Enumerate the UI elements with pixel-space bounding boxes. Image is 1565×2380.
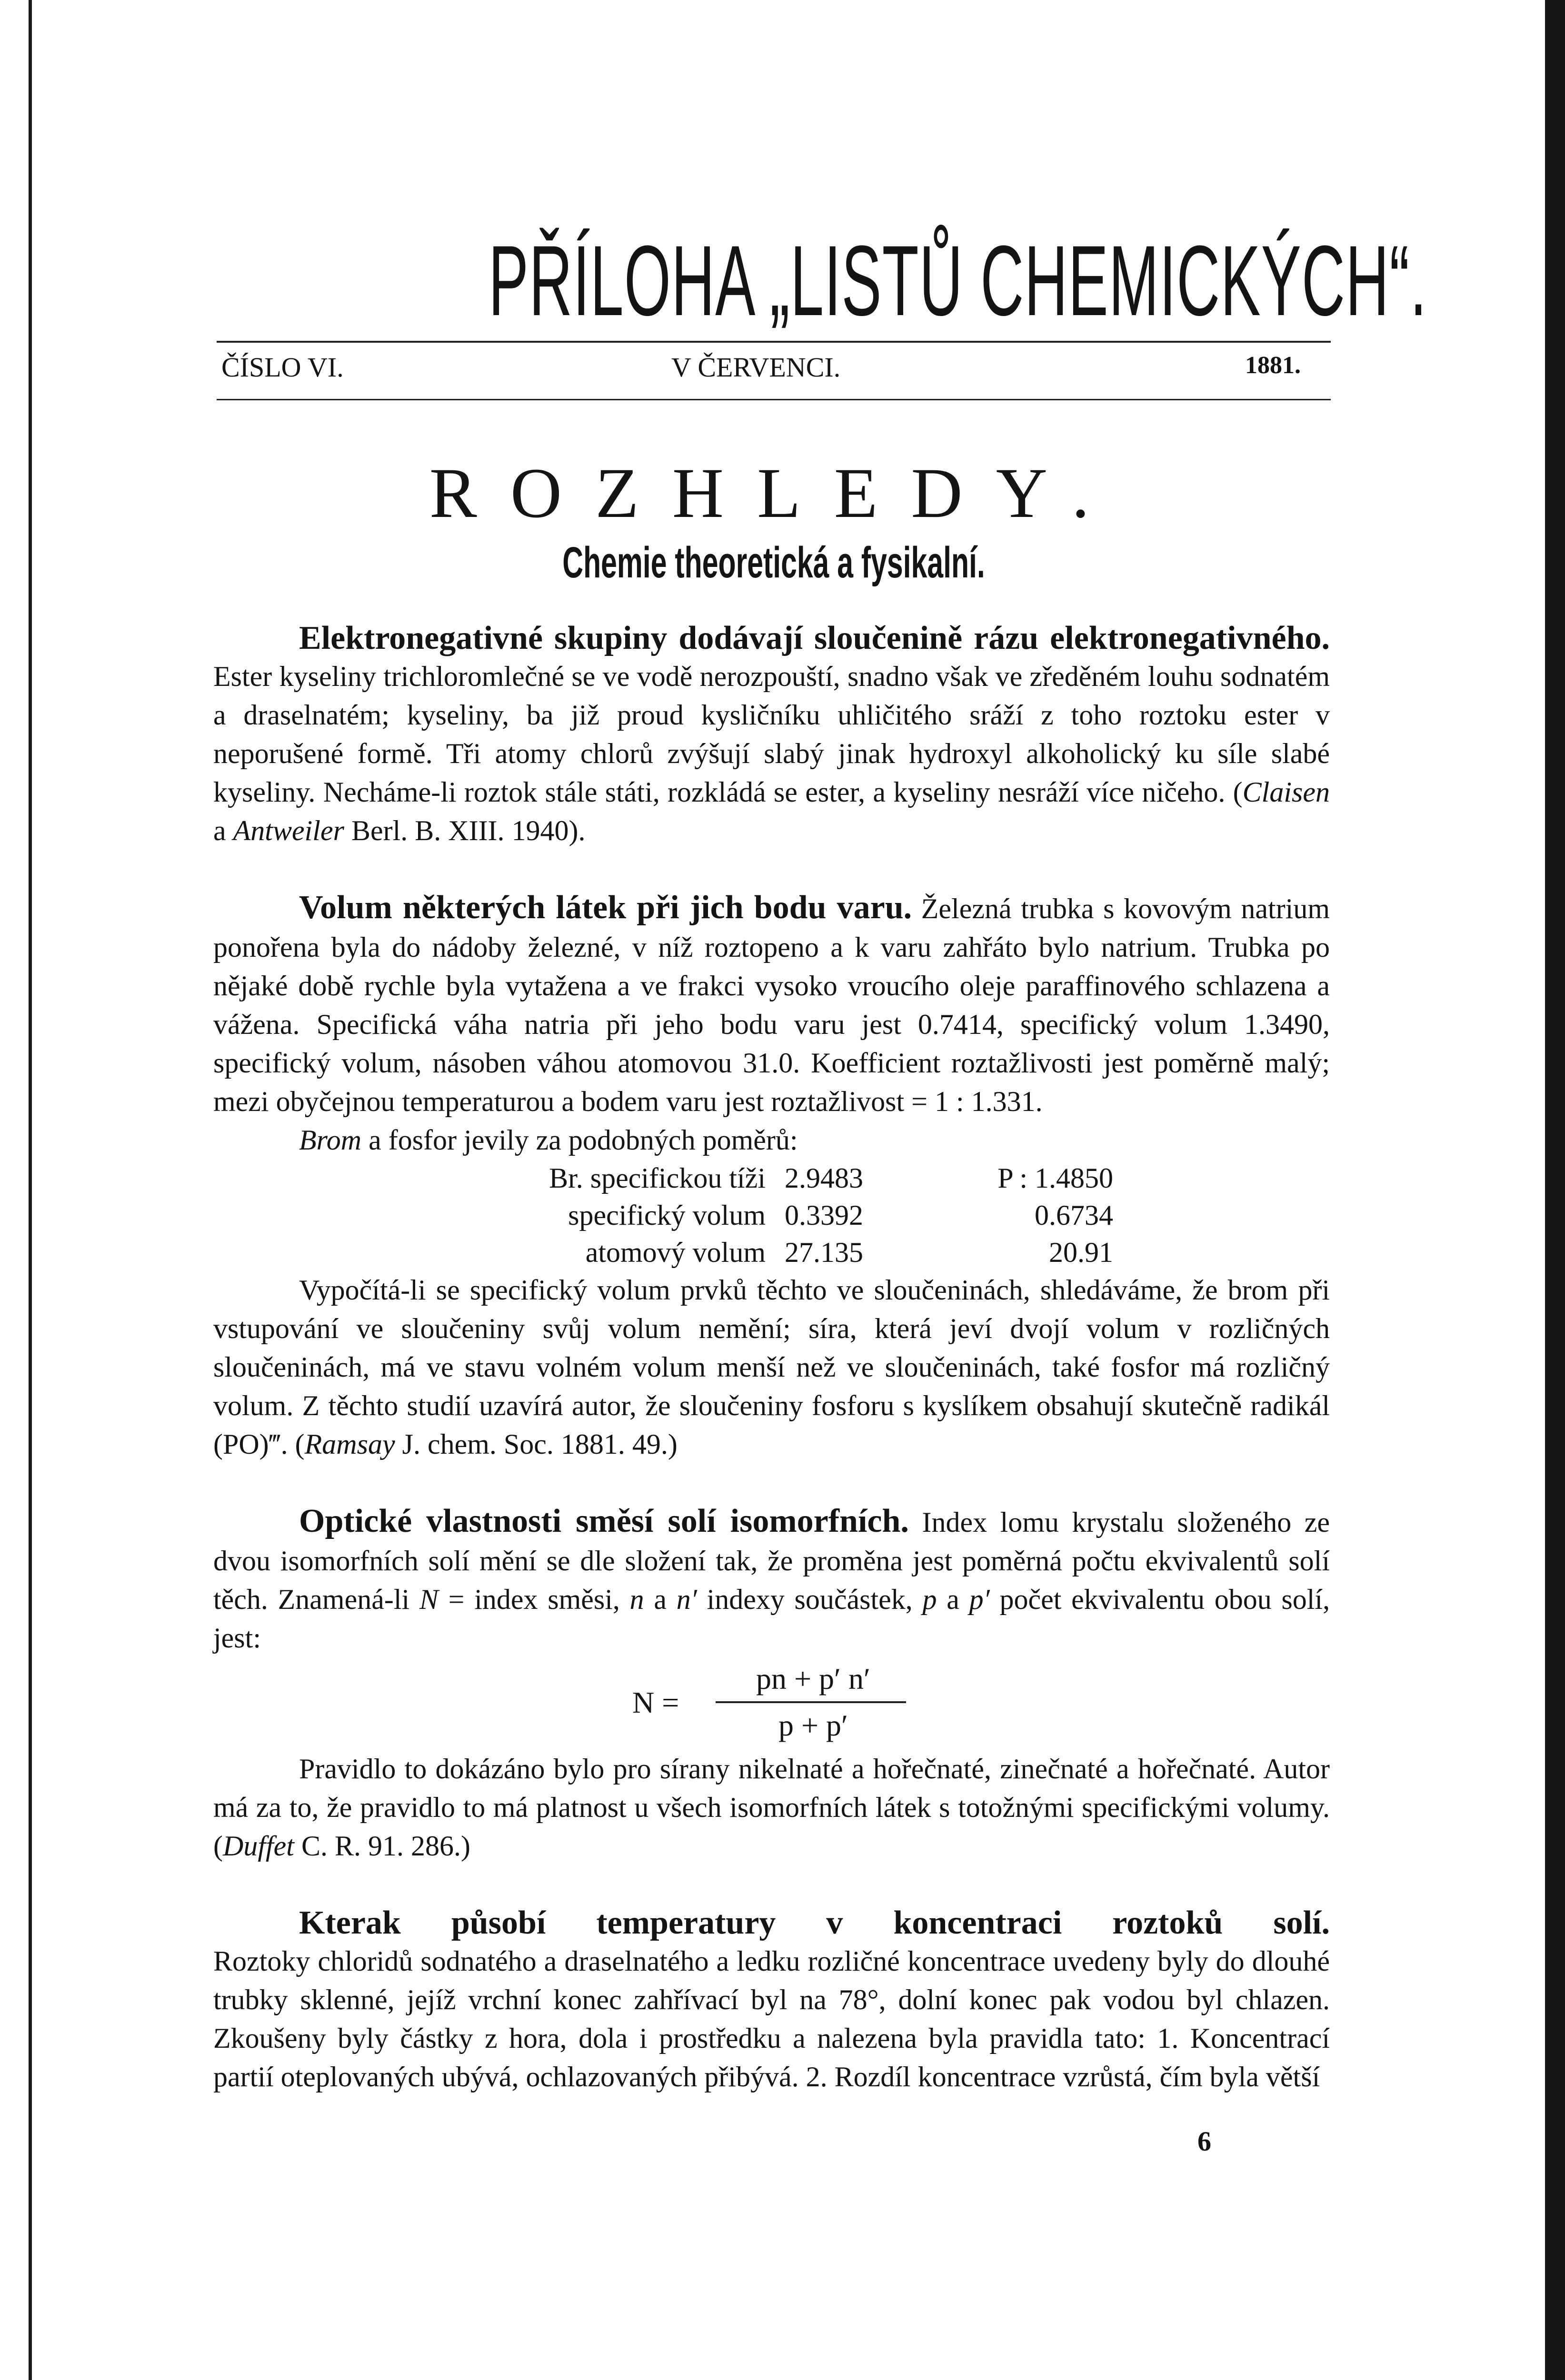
- paragraph-text: a fosfor jevily za podobných poměrů:: [369, 1124, 798, 1156]
- paragraph-text: Pravidlo to dokázáno bylo pro sírany nikelnaté a hořečnaté, zinečnaté a hořečnaté. Autor má za to, že pravidlo to má platnost u všech isomorfních látek s totožnými specifickými volumy.: [213, 1753, 1330, 1823]
- formula-numerator: pn + p′ n′: [756, 1662, 871, 1696]
- table-cell: 0.6734: [1035, 1200, 1113, 1231]
- formula-denominator: p + p′: [778, 1708, 848, 1742]
- table-row: [432, 1160, 1113, 1197]
- table-cell: 27.135: [785, 1237, 863, 1268]
- table-cell: 2.9483: [785, 1162, 863, 1194]
- citation: Berl. B. XIII. 1940).: [351, 815, 586, 846]
- masthead: PŘÍLOHA „LISTŮ CHEMICKÝCH“.: [488, 225, 1427, 337]
- issue-month: V ČERVENCI.: [671, 352, 841, 383]
- paragraph-text: Ester kyseliny trichloromlečné se ve vodě nerozpouští, snadno však ve zředěném louhu sodnatém a draselnatém; kyseliny, ba již proud kysličníku uhličitého sráží z toho roztoku ester v neporušené formě. Tři atomy chlorů zvýšují slabý jinak hydroxyl alkoholický ku síle slabé kyseliny. Necháme-li roztok stále státi, rozkládá se ester, a kyseliny nesráží více ničeho.: [213, 661, 1330, 808]
- section-optical: [213, 1502, 1330, 1865]
- variable: p: [922, 1584, 937, 1615]
- formula-lhs: N =: [632, 1686, 679, 1719]
- page-title: ROZHLEDY.: [429, 454, 1123, 533]
- table-cell: 0.3392: [785, 1200, 863, 1231]
- fraction-bar: [716, 1701, 906, 1703]
- variable: n: [629, 1584, 644, 1615]
- section-subtitle: Chemie theoretická a fysikalní.: [562, 538, 985, 587]
- table-row: [432, 1197, 1113, 1234]
- issue-number: ČÍSLO VI.: [221, 352, 344, 383]
- cited-author: Ramsay: [304, 1428, 395, 1460]
- table-cell: 20.91: [1049, 1237, 1113, 1268]
- section-heading: Elektronegativné skupiny dodávají sloučenině rázu elektronegativného.: [299, 620, 1330, 656]
- paragraph: [213, 1502, 1330, 1657]
- paragraph: Vypočítá-li se specifický volum prvků těchto ve sloučeninách, shledáváme, že brom při vstupování ve sloučeniny svůj volum nemění; síra, která jeví dvojí volum v rozličných sloučeninách, má ve stavu volném volum menší než ve sloučeninách, také fosfor má rozličný volum. Z těchto studií uzavírá autor, že sloučeniny fosforu s kyslíkem obsahují skutečně radikál (PO)‴. (Ramsay J. chem. Soc. 1881. 49.): [213, 1274, 1330, 1460]
- scan-edge: [1545, 0, 1565, 2380]
- variable: N: [419, 1584, 439, 1615]
- paragraph-text: počet ekvivalentu obou solí, jest:: [213, 1584, 1330, 1654]
- paragraph: [213, 1942, 1330, 2096]
- table-cell: Br. specifickou tíži: [549, 1162, 766, 1194]
- paragraph: Pravidlo to dokázáno bylo pro sírany nikelnaté a hořečnaté, zinečnaté a hořečnaté. Autor má za to, že pravidlo to má platnost u všech isomorfních látek s totožnými specifickými volumy. (Duffet C. R. 91. 286.): [213, 1753, 1330, 1862]
- citation: J. chem. Soc. 1881. 49.): [402, 1428, 678, 1460]
- cited-author: Claisen: [1242, 776, 1330, 808]
- section-electronegative: [213, 619, 1330, 850]
- conjunction: a: [654, 1584, 667, 1615]
- paragraph-text: Index lomu krystalu složeného ze dvou isomorfních solí mění se dle složení tak, že proměna jest poměrná počtu ekvivalentů solí těch. Znamená-li: [213, 1507, 1330, 1615]
- page-number: 6: [1197, 2126, 1211, 2157]
- variable: n′: [676, 1584, 697, 1615]
- scan-binding-line: [29, 0, 32, 2380]
- paragraph: [213, 888, 1330, 1121]
- section-volume: [213, 888, 1330, 1464]
- header-rule-top: [217, 341, 1331, 343]
- element-name: Brom: [299, 1124, 362, 1156]
- issue-year: 1881.: [1245, 352, 1301, 379]
- citation: C. R. 91. 286.): [301, 1830, 470, 1862]
- paragraph-text: Vypočítá-li se specifický volum prvků těchto ve sloučeninách, shledáváme, že brom při vstupování ve sloučeniny svůj volum nemění; síra, která jeví dvojí volum v rozličných sloučeninách, má ve stavu volném volum menší než ve sloučeninách, také fosfor má rozličný volum. Z těchto studií uzavírá autor, že sloučeniny fosforu s kyslíkem obsahují skutečně radikál (PO)‴.: [213, 1274, 1330, 1460]
- paragraph: Ester kyseliny trichloromlečné se ve vodě nerozpouští, snadno však ve zředěném louhu sodnatém a draselnatém; kyseliny, ba již proud kysličníku uhličitého sráží z toho roztoku ester v neporušené formě. Tři atomy chlorů zvýšují slabý jinak hydroxyl alkoholický ku síle slabé kyseliny. Necháme-li roztok stále státi, rozkládá se ester, a kyseliny nesráží více ničeho. (Claisen a Antweiler Berl. B. XIII. 1940).: [213, 661, 1330, 846]
- section-temperature: [213, 1904, 1330, 2096]
- paragraph-text: Železná trubka s kovovým natrium ponořena byla do nádoby železné, v níž roztopeno a k varu zahřáto bylo natrium. Trubka po nějaké době rychle byla vytažena a ve frakci vysoko vroucího oleje paraffinového schlazena a vážena. Specifická váha natria při jeho bodu varu jest 0.7414, specifický volum 1.3490, specifický volum, násoben váhou atomovou 31.0. Koefficient roztažlivosti jest poměrně malý; mezi obyčejnou temperaturou a bodem varu jest roztažlivost = 1 : 1.331.: [213, 893, 1330, 1117]
- paragraph: [213, 1121, 1330, 1160]
- paragraph-text: indexy součástek,: [707, 1584, 913, 1615]
- table-cell: specifický volum: [568, 1200, 766, 1231]
- conjunction: a: [947, 1584, 959, 1615]
- cited-author: Duffet: [222, 1830, 294, 1862]
- cite-and: a: [213, 815, 226, 846]
- header-rule-bottom: [217, 399, 1331, 400]
- article-body: [213, 619, 1330, 2096]
- formula: [213, 1664, 1330, 1745]
- paragraph-text: = index směsi,: [448, 1584, 620, 1615]
- cited-author: Antweiler: [233, 815, 344, 846]
- scan-margin: [0, 0, 10, 2380]
- table-cell: atomový volum: [585, 1237, 766, 1268]
- table-row: [432, 1234, 1113, 1271]
- variable: p′: [969, 1584, 990, 1615]
- section-heading: Kterak působí temperatury v koncentraci roztoků solí.: [299, 1904, 1330, 1941]
- section-heading: Optické vlastnosti směsí solí isomorfních.: [299, 1503, 909, 1539]
- data-table: [432, 1160, 1113, 1271]
- table-cell: P : 1.4850: [997, 1162, 1113, 1194]
- section-heading: Volum některých látek při jich bodu varu.: [299, 889, 912, 926]
- paragraph-text: Roztoky chloridů sodnatého a draselnatého a ledku rozličné koncentrace uvedeny byly do dlouhé trubky sklenné, jejíž vrchní konec zahřívací byl na 78°, dolní konec pak vodou byl chlazen. Zkoušeny byly částky z hora, dola i prostředku a nalezena byla pravidla tato: 1. Koncentrací partií oteplovaných ubývá, ochlazovaných přibývá. 2. Rozdíl koncentrace vzrůstá, čím byla větší: [213, 1945, 1330, 2092]
